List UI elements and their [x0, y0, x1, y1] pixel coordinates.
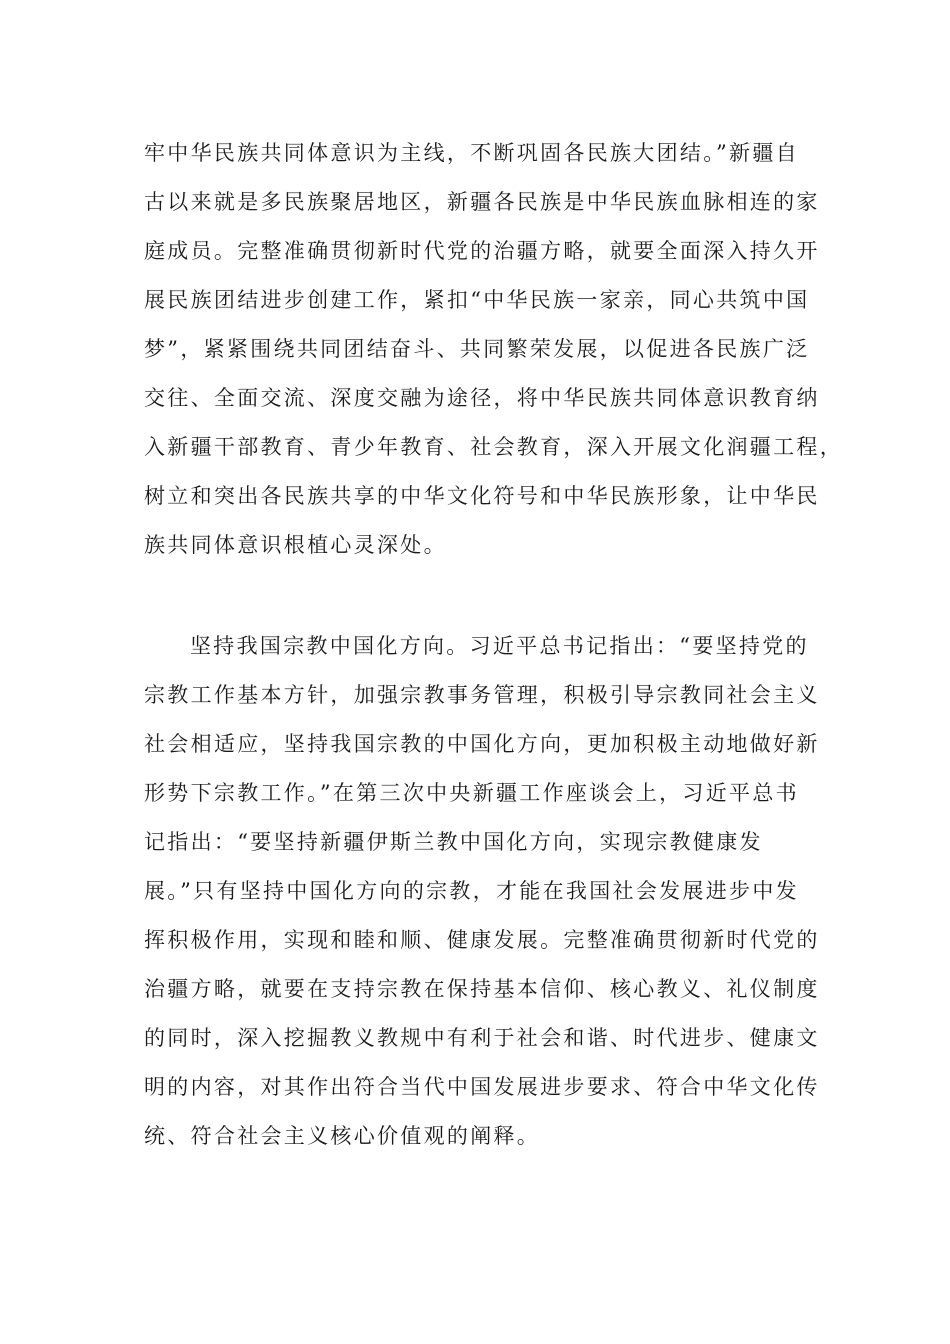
text-line: 治疆方略，就要在支持宗教在保持基本信仰、核心教义、礼仪制度	[144, 977, 820, 1001]
text-line-first: 坚持我国宗教中国化方向。习近平总书记指出：“要坚持党的	[190, 634, 809, 658]
text-line: 记指出：“要坚持新疆伊斯兰教中国化方向，实现宗教健康发	[144, 830, 763, 854]
paragraph-religion-sinicization	[144, 622, 824, 1161]
text-line: 古以来就是多民族聚居地区，新疆各民族是中华民族血脉相连的家	[144, 190, 820, 214]
text-line: 社会相适应，坚持我国宗教的中国化方向，更加积极主动地做好新	[144, 732, 820, 756]
text-line: 挥积极作用，实现和睦和顺、健康发展。完整准确贯彻新时代党的	[144, 928, 820, 952]
text-line: 明的内容，对其作出符合当代中国发展进步要求、符合中华文化传	[144, 1075, 820, 1099]
text-line: 庭成员。完整准确贯彻新时代党的治疆方略，就要全面深入持久开	[144, 239, 820, 263]
text-line: 形势下宗教工作。”在第三次中央新疆工作座谈会上，习近平总书	[144, 781, 799, 805]
text-line: 展。”只有坚持中国化方向的宗教，才能在我国社会发展进步中发	[144, 879, 799, 903]
paragraph-ethnic-unity	[144, 129, 843, 570]
text-line: 统、符合社会主义核心价值观的阐释。	[144, 1124, 541, 1148]
text-line: 交往、全面交流、深度交融为途径，将中华民族共同体意识教育纳	[144, 386, 820, 410]
text-line: 树立和突出各民族共享的中华文化符号和中华民族形象，让中华民	[144, 484, 820, 508]
text-line: 牢中华民族共同体意识为主线，不断巩固各民族大团结。”新疆自	[144, 141, 799, 165]
text-line: 梦”，紧紧围绕共同团结奋斗、共同繁荣发展，以促进各民族广泛	[144, 337, 810, 361]
text-line: 宗教工作基本方针，加强宗教事务管理，积极引导宗教同社会主义	[144, 683, 820, 707]
text-line: 族共同体意识根植心灵深处。	[144, 533, 447, 557]
text-line: 展民族团结进步创建工作，紧扣“中华民族一家亲，同心共筑中国	[144, 288, 810, 312]
text-line: 入新疆干部教育、青少年教育、社会教育，深入开展文化润疆工程，	[144, 435, 843, 459]
text-line: 的同时，深入挖掘教义教规中有利于社会和谐、时代进步、健康文	[144, 1026, 820, 1050]
